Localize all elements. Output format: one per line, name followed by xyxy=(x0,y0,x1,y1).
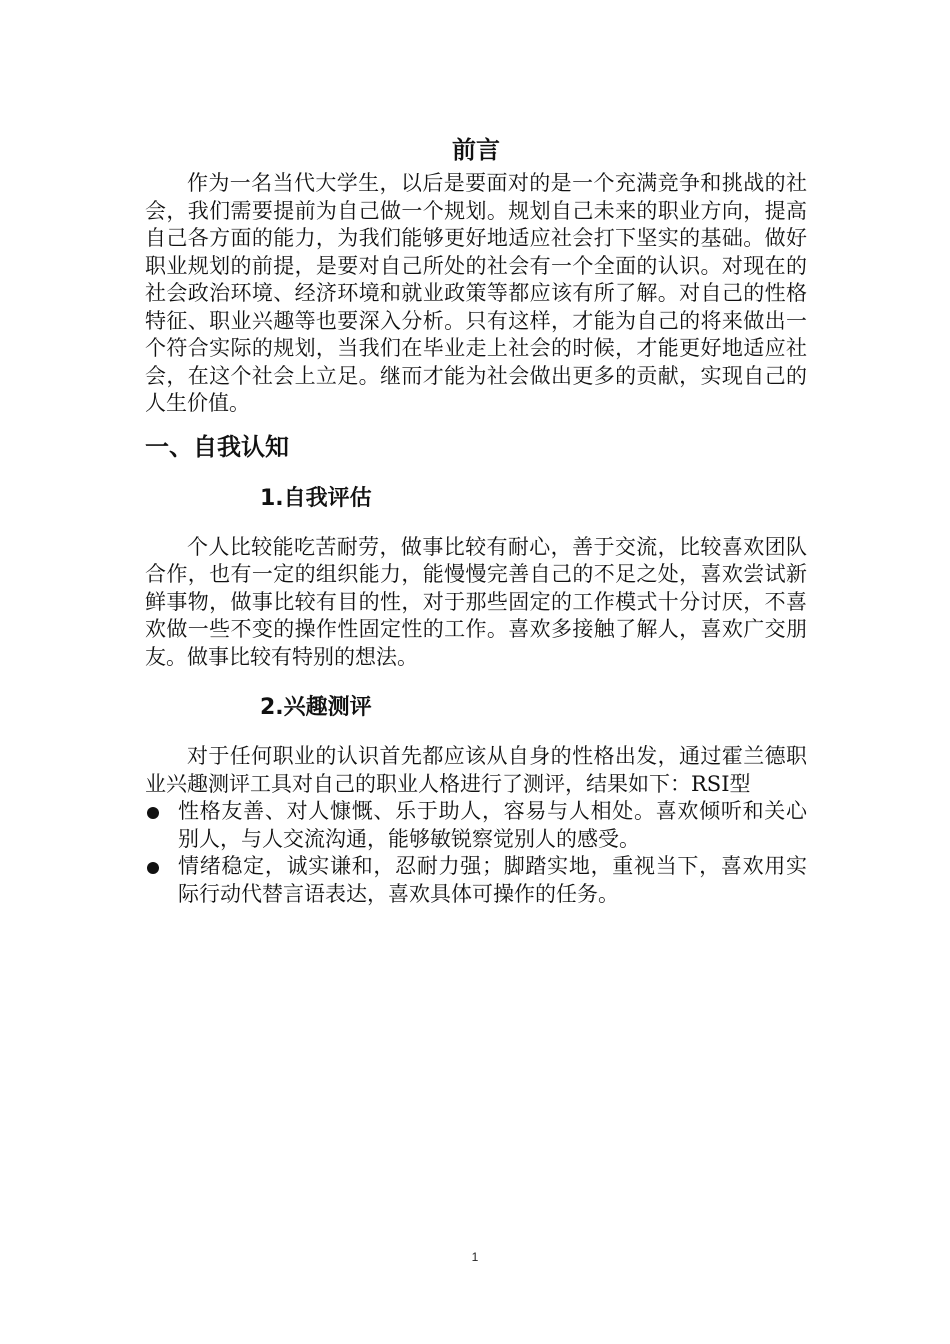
page-number: 1 xyxy=(471,1250,479,1264)
spacer xyxy=(145,723,807,743)
spacer xyxy=(145,514,807,534)
page-title: 前言 xyxy=(452,136,500,164)
bullet-item xyxy=(145,798,807,853)
interest-assessment-paragraph: 对于任何职业的认识首先都应该从自身的性格出发，通过霍兰德职业兴趣测评工具对自己的职业人格进行了测评，结果如下：RSI型 xyxy=(145,744,807,796)
intro-paragraph: 作为一名当代大学生，以后是要面对的是一个充满竞争和挑战的社会，我们需要提前为自己做一个规划。规划自己未来的职业方向，提高自己各方面的能力，为我们能够更好地适应社会打下坚实的基础。做好职业规划的前提，是要对自己所处的社会有一个全面的认识。对现在的社会政治环境、经济环境和就业政策等都应该有所了解。对自己的性格特征、职业兴趣等也要深入分析。只有这样，才能为自己的将来做出一个符合实际的规划，当我们在毕业走上社会的时候，才能更好地适应社会，在这个社会上立足。继而才能为社会做出更多的贡献，实现自己的人生价值。 xyxy=(145,171,807,415)
self-assessment-paragraph: 个人比较能吃苦耐劳，做事比较有耐心，善于交流，比较喜欢团队合作，也有一定的组织能力，能慢慢完善自己的不足之处，喜欢尝试新鲜事物，做事比较有目的性，对于那些固定的工作模式十分讨厌，不喜欢做一些不变的操作性固定性的工作。喜欢多接触了解人，喜欢广交朋友。做事比较有特别的想法。 xyxy=(145,534,807,669)
bullet-text: 性格友善、对人慷慨、乐于助人，容易与人相处。喜欢倾听和关心别人，与人交流沟通，能够敏锐察觉别人的感受。 xyxy=(178,799,807,851)
page-content xyxy=(145,130,807,908)
bullet-dot-icon xyxy=(147,807,159,819)
subheading-self-assessment: 1.自我评估 xyxy=(260,485,372,511)
bullet-item xyxy=(145,853,807,908)
personality-bullet-list xyxy=(145,798,807,908)
section-heading-self-cognition: 一、自我认知 xyxy=(145,432,289,461)
subheading-interest-assessment: 2.兴趣测评 xyxy=(260,695,372,720)
bullet-text: 情绪稳定，诚实谦和，忍耐力强；脚踏实地，重视当下，喜欢用实际行动代替言语表达，喜欢具体可操作的任务。 xyxy=(178,854,807,906)
bullet-dot-icon xyxy=(147,862,159,874)
